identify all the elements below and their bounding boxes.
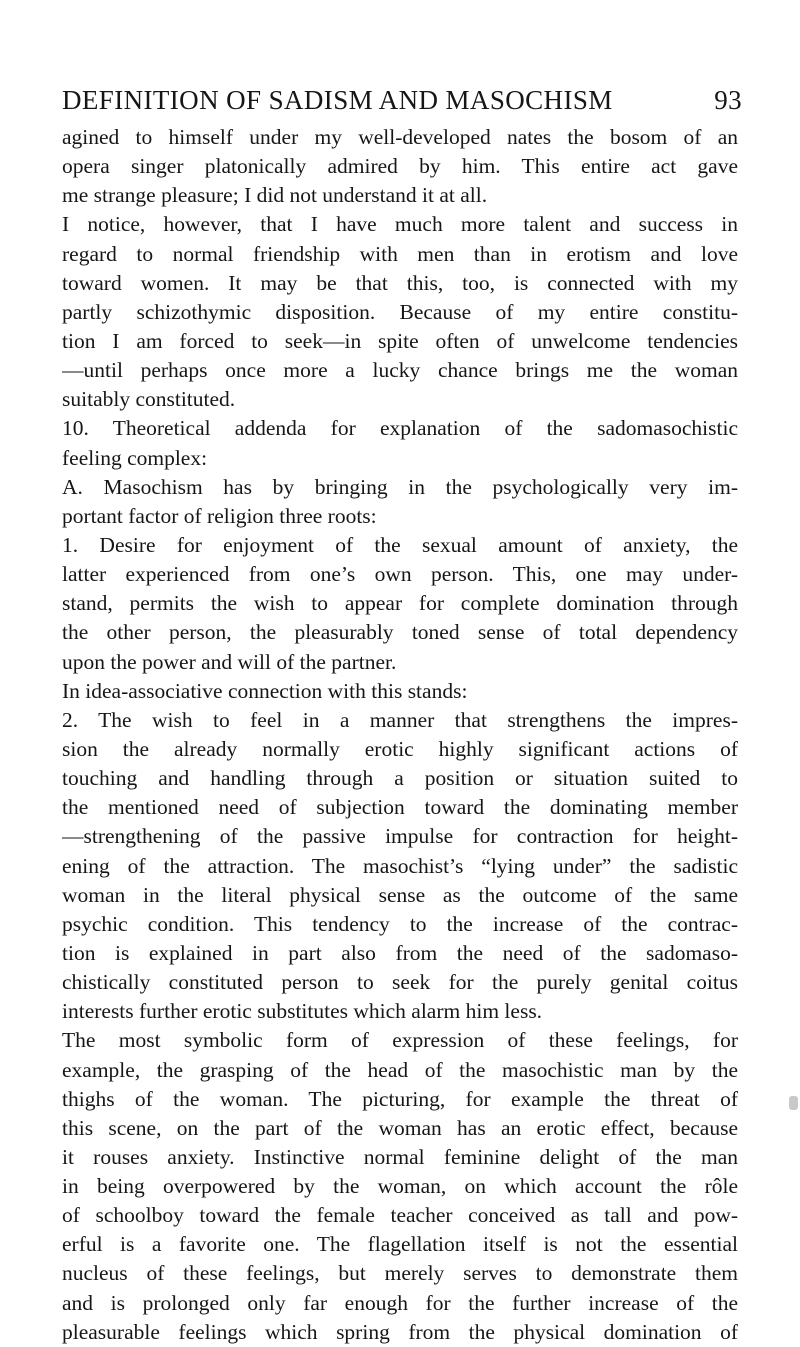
text-line: ening of the attraction. The masochist’s “lying under” the sadistic [62,853,738,878]
text-line: regard to normal friendship with men than in erotism and love [62,241,738,266]
text-line: 1. Desire for enjoyment of the sexual amount of anxiety, the [62,532,738,557]
text-line: this scene, on the part of the woman has an erotic effect, because [62,1115,738,1140]
text-line: the other person, the pleasurably toned sense of total dependency [62,620,738,645]
text-line: suitably constituted. [62,387,236,412]
text-line: latter experienced from one’s own person. This, one may under- [62,562,738,587]
text-line: woman in the literal physical sense as the outcome of the same [62,882,738,907]
text-line: me strange pleasure; I did not understand it at all. [62,183,488,208]
text-line: tion is explained in part also from the need of the sadomaso- [62,940,738,965]
page-number: 93 [714,85,742,115]
text-line: sion the already normally erotic highly significant actions of [62,736,738,761]
text-line: The most symbolic form of expression of these feelings, for [62,1028,738,1053]
text-line: —strengthening of the passive impulse for contraction for height- [62,824,738,849]
text-line: —until perhaps once more a lucky chance brings me the woman [62,358,738,383]
text-line: 2. The wish to feel in a manner that strengthens the impres- [62,707,738,732]
text-line: opera singer platonically admired by him. This entire act gave [62,154,738,179]
text-line: feeling complex: [62,445,208,470]
body-text [62,123,738,1347]
text-line: erful is a favorite one. The flagellation itself is not the essential [62,1232,738,1257]
text-line: pleasurable feelings which spring from the physical domination of [62,1319,738,1344]
text-line: stand, permits the wish to appear for complete domination through [62,591,738,616]
text-line: the mentioned need of subjection toward the dominating member [62,795,738,820]
text-line: A. Masochism has by bringing in the psychologically very im- [62,474,738,499]
text-line: tion I am forced to seek—in spite often of unwelcome tendencies [62,328,738,353]
text-line: it rouses anxiety. Instinctive normal feminine delight of the man [62,1144,738,1169]
running-head [62,82,742,118]
text-line: thighs of the woman. The picturing, for example the threat of [62,1086,738,1111]
text-line: in being overpowered by the woman, on which account the rôle [62,1174,738,1199]
text-line: toward women. It may be that this, too, is connected with my [62,270,738,295]
text-line: touching and handling through a position or situation suited to [62,766,738,791]
text-line: interests further erotic substitutes which alarm him less. [62,999,543,1024]
text-line: 10. Theoretical addenda for explanation of the sadomasochistic [62,416,738,441]
text-line: agined to himself under my well-developed nates the bosom of an [62,125,738,149]
text-line: partly schizothymic disposition. Because of my entire constitu- [62,299,738,324]
text-line: portant factor of religion three roots: [62,503,377,528]
text-line: of schoolboy toward the female teacher conceived as tall and pow- [62,1203,738,1228]
text-line: nucleus of these feelings, but merely serves to demonstrate them [62,1261,738,1286]
text-line: example, the grasping of the head of the masochistic man by the [62,1057,738,1082]
paper-speck [789,1096,798,1110]
text-line: In idea-associative connection with this stands: [62,678,468,703]
text-line: upon the power and will of the partner. [62,649,397,674]
text-line: psychic condition. This tendency to the increase of the contrac- [62,911,738,936]
chapter-title: DEFINITION OF SADISM AND MASOCHISM [62,85,613,115]
text-line: and is prolonged only far enough for the further increase of the [62,1290,738,1315]
text-line: chistically constituted person to seek for the purely genital coitus [62,970,738,995]
text-line: I notice, however, that I have much more talent and success in [62,212,738,237]
